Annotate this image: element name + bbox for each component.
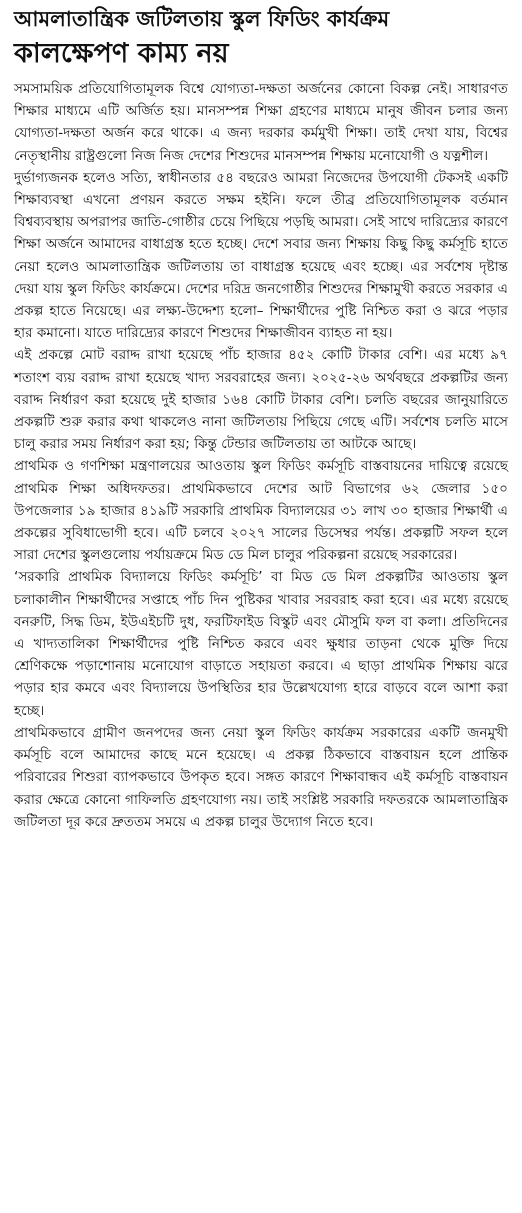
paragraph-1: সমসাময়িক প্রতিযোগিতামূলক বিশ্বে যোগ্যতা-দক্ষতা অর্জনের কোনো বিকল্প নেই। সাধারণত শিক্ষার মাধ্যমে এটি অর্জিত হয়। মানসম্পন্ন শিক্ষা গ্রহণের মাধ্যমে মানুষ জীবন চলার জন্য যোগ্যতা-দক্ষতা অর্জন করে থাকে। এ জন্য দরকার কর্মমুখী শিক্ষা। তাই দেখা যায়, বিশ্বের নেতৃস্থানীয় রাষ্ট্রগুলো নিজ নিজ দেশের শিশুদের মানসম্পন্ন শিক্ষায় মনোযোগী ও যত্নশীল। <box>14 81 508 164</box>
paragraph-5: ‘সরকারি প্রাথমিক বিদ্যালয়ে ফিডিং কর্মসূচি’ বা মিড ডে মিল প্রকল্পটির আওতায় স্কুল চলাকালীন শিক্ষার্থীদের সপ্তাহে পাঁচ দিন পুষ্টিকর খাবার সরবরাহ করা হবে। এর মধ্যে রয়েছে বনরুটি, সিদ্ধ ডিম, ইউএইচটি দুধ, ফরটিফাইড বিস্কুট এবং মৌসুমি ফল বা কলা। প্রতিদিনের এ খাদ্যতালিকা শিক্ষার্থীদের পুষ্টি নিশ্চিত করবে এবং ক্ষুধার তাড়না থেকে মুক্তি দিয়ে শ্রেণিকক্ষে পড়াশোনায় মনোযোগ বাড়াতে সহায়তা করবে। এ ছাড়া প্রাথমিক শিক্ষায় ঝরে পড়ার হার কমবে এবং বিদ্যালয়ে উপস্থিতির হার উল্লেখযোগ্য হারে বাড়বে বলে আশা করা হচ্ছে। <box>14 569 508 719</box>
article-body <box>14 78 508 833</box>
paragraph-4: প্রাথমিক ও গণশিক্ষা মন্ত্রণালয়ের আওতায় স্কুল ফিডিং কর্মসূচি বাস্তবায়নের দায়িত্বে রয়েছে প্রাথমিক শিক্ষা অধিদফতর। প্রাথমিকভাবে দেশের আট বিভাগের ৬২ জেলার ১৫০ উপজেলার ১৯ হাজার ৪১৯টি সরকারি প্রাথমিক বিদ্যালয়ের ৩১ লাখ ৩০ হাজার শিক্ষার্থী এ প্রকল্পের সুবিধাভোগী হবে। এটি চলবে ২০২৭ সালের ডিসেম্বর পর্যন্ত। প্রকল্পটি সফল হলে সারা দেশের স্কুলগুলোয় পর্যায়ক্রমে মিড ডে মিল চালুর পরিকল্পনা রয়েছে সরকারের। <box>14 458 508 564</box>
article-kicker: আমলাতান্ত্রিক জটিলতায় স্কুল ফিডিং কার্যক্রম <box>14 7 390 31</box>
paragraph-3: এই প্রকল্পে মোট বরাদ্দ রাখা হয়েছে পাঁচ হাজার ৪৫২ কোটি টাকার বেশি। এর মধ্যে ৯৭ শতাংশ ব্যয় বরাদ্দ রাখা হয়েছে খাদ্য সরবরাহের জন্য। ২০২৫-২৬ অর্থবছরে প্রকল্পটির জন্য বরাদ্দ নির্ধারণ করা হয়েছে দুই হাজার ১৬৪ কোটি টাকার বেশি। চলতি বছরের জানুয়ারিতে প্রকল্পটি শুরু করার কথা থাকলেও নানা জটিলতায় পিছিয়ে গেছে এটি। সর্বশেষ চলতি মাসে চালু করার সময় নির্ধারণ করা হয়; কিন্তু টেন্ডার জটিলতায় তা আটকে আছে। <box>14 347 508 453</box>
paragraph-2: দুর্ভাগ্যজনক হলেও সত্যি, স্বাধীনতার ৫৪ বছরেও আমরা নিজেদের উপযোগী টেকসই একটি শিক্ষাব্যবস্থা এখনো প্রণয়ন করতে সক্ষম হইনি। ফলে তীব্র প্রতিযোগিতামূলক বর্তমান বিশ্বব্যবস্থায় অপরাপর জাতি-গোষ্ঠীর চেয়ে পিছিয়ে পড়ছি আমরা। সেই সাথে দারিদ্র্যের কারণে শিক্ষা অর্জনে আমাদের বাধাগ্রস্ত হতে হচ্ছে। দেশে সবার জন্য শিক্ষায় কিছু কিছু কর্মসূচি হাতে নেয়া হলেও আমলাতান্ত্রিক জটিলতায় তা বাধাগ্রস্ত হয়েছে এবং হচ্ছে। এর সর্বশেষ দৃষ্টান্ত দেয়া যায় স্কুল ফিডিং কার্যক্রমে। দেশের দরিদ্র জনগোষ্ঠীর শিশুদের শিক্ষামুখী করতে সরকার এ প্রকল্প হাতে নিয়েছে। এর লক্ষ্য-উদ্দেশ্য হলো– শিক্ষার্থীদের পুষ্টি নিশ্চিত করা ও ঝরে পড়ার হার কমানো। যাতে দারিদ্র্যের কারণে শিশুদের শিক্ষাজীবন ব্যাহত না হয়। <box>14 169 508 342</box>
article-headline: কালক্ষেপণ কাম্য নয় <box>14 38 229 69</box>
paragraph-6: প্রাথমিকভাবে গ্রামীণ জনপদের জন্য নেয়া স্কুল ফিডিং কার্যক্রম সরকারের একটি জনমুখী কর্মসূচি বলে আমাদের কাছে মনে হয়েছে। এ প্রকল্প ঠিকভাবে বাস্তবায়ন হলে প্রান্তিক পরিবারের শিশুরা ব্যাপকভাবে উপকৃত হবে। সঙ্গত কারণে শিক্ষাবান্ধব এই কর্মসূচি বাস্তবায়ন করার ক্ষেত্রে কোনো গাফিলতি গ্রহণযোগ্য নয়। তাই সংশ্লিষ্ট সরকারি দফতরকে আমলাতান্ত্রিক জটিলতা দূর করে দ্রুততম সময়ে এ প্রকল্প চালুর উদ্যোগ নিতে হবে। <box>14 724 508 830</box>
